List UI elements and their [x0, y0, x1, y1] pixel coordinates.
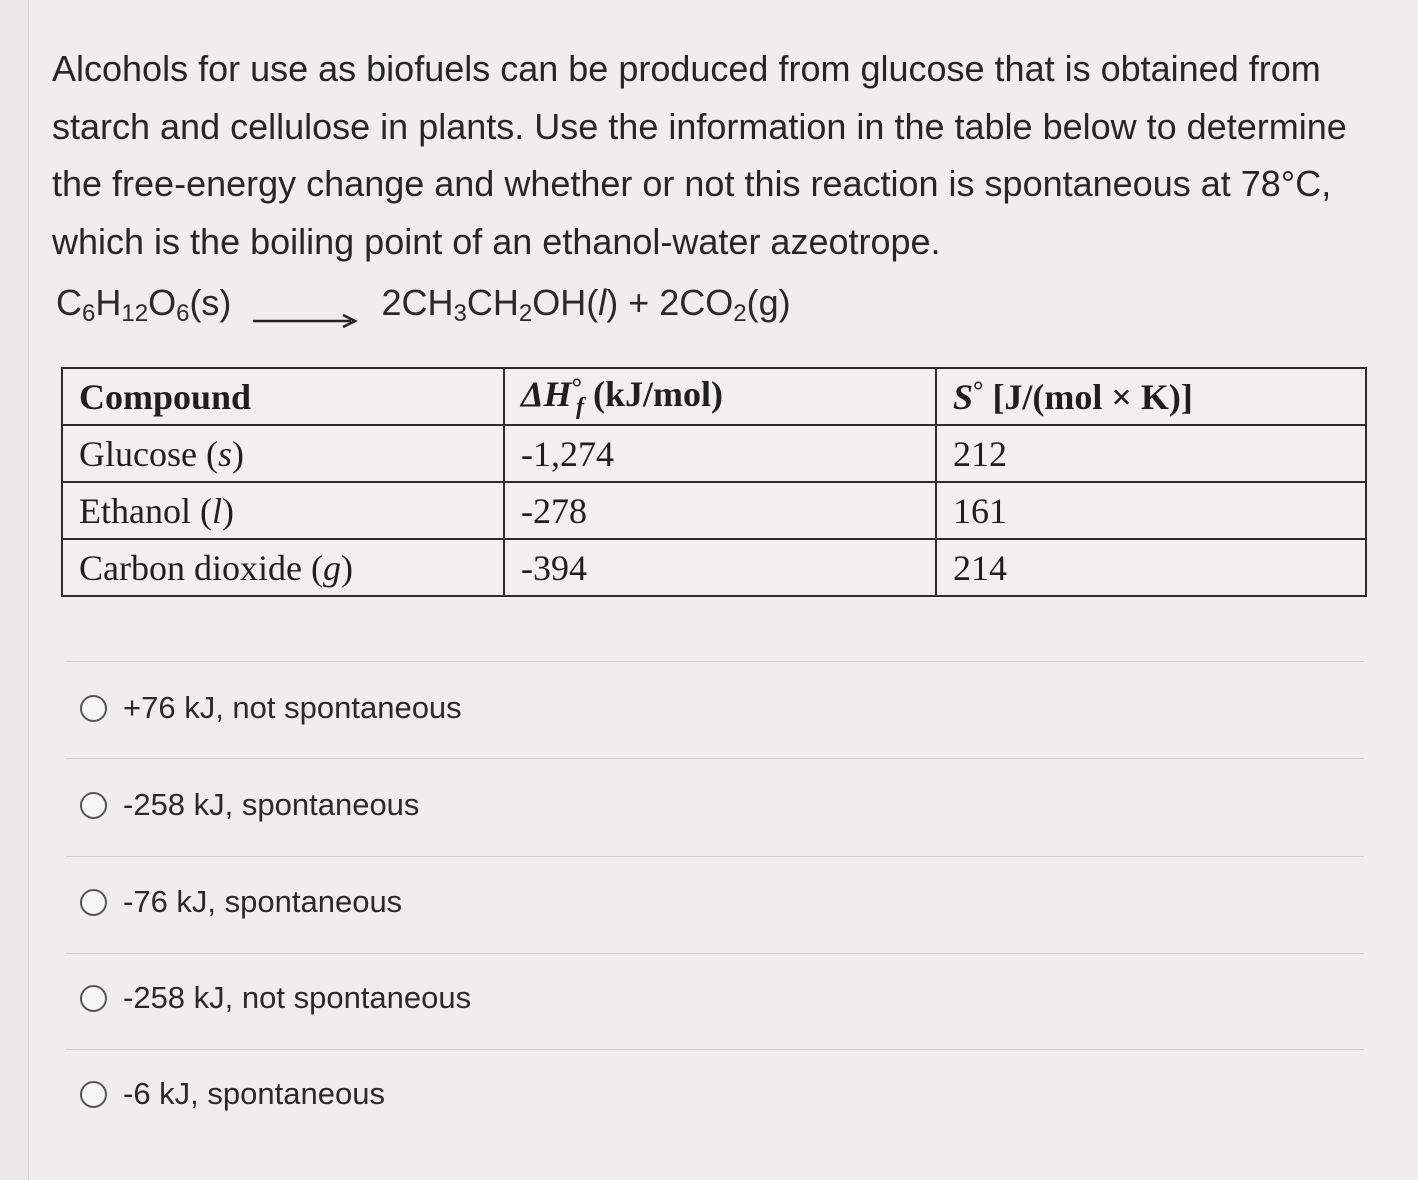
- reactant-glucose: $C_6H_{12}O_6(s)$: [56, 282, 232, 327]
- answer-option-5[interactable]: [80, 1072, 385, 1116]
- answer-option-4[interactable]: [80, 976, 471, 1020]
- cell-entropy: 212: [936, 425, 1366, 482]
- question-paragraph: Alcohols for use as biofuels can be produced from glucose that is obtained from starch and cellulose in plants. Use the information in the table below to determine the free-energy change and whether or not this reaction is spontaneous at 78°C, which is the boiling point of an ethanol-water azeotrope.: [52, 48, 1347, 262]
- radio-button[interactable]: [80, 985, 107, 1012]
- header-entropy: S° [J/(mol × K)]: [936, 368, 1366, 425]
- divider: [66, 953, 1364, 954]
- cell-enthalpy: -394: [504, 539, 936, 596]
- table-header-row: [62, 368, 1366, 425]
- radio-button[interactable]: [80, 695, 107, 722]
- option-label: -258 kJ, spontaneous: [123, 787, 420, 822]
- answer-option-2[interactable]: [80, 783, 419, 827]
- cell-compound: Glucose (s): [62, 425, 504, 482]
- option-label: -6 kJ, spontaneous: [123, 1076, 385, 1111]
- header-enthalpy: $\Delta H^\circ_f$ (kJ/mol): [504, 368, 936, 425]
- header-compound: Compound: [62, 368, 504, 425]
- reaction-arrow-icon: [251, 289, 359, 329]
- reaction-equation: [56, 282, 791, 342]
- divider: [66, 661, 1364, 662]
- table-row: [62, 425, 1366, 482]
- cell-compound: Carbon dioxide (g): [62, 539, 504, 596]
- divider: [66, 856, 1364, 857]
- option-label: -76 kJ, spontaneous: [123, 884, 403, 919]
- divider: [66, 758, 1364, 759]
- answer-option-1[interactable]: [80, 686, 462, 730]
- table-row: [62, 482, 1366, 539]
- radio-button[interactable]: [80, 1081, 107, 1108]
- cell-enthalpy: -1,274: [504, 425, 936, 482]
- products: $2CH_3CH_2OH(l) + 2CO_2(g)$: [381, 282, 791, 327]
- cell-enthalpy: -278: [504, 482, 936, 539]
- radio-button[interactable]: [80, 792, 107, 819]
- answer-option-3[interactable]: [80, 880, 402, 924]
- table-row: [62, 539, 1366, 596]
- thermo-data-table: [61, 367, 1367, 597]
- option-label: -258 kJ, not spontaneous: [123, 980, 472, 1015]
- option-label: +76 kJ, not spontaneous: [123, 690, 462, 725]
- question-text: [52, 40, 1382, 270]
- radio-button[interactable]: [80, 889, 107, 916]
- cell-entropy: 214: [936, 539, 1366, 596]
- cell-compound: Ethanol (l): [62, 482, 504, 539]
- divider: [66, 1049, 1364, 1050]
- cell-entropy: 161: [936, 482, 1366, 539]
